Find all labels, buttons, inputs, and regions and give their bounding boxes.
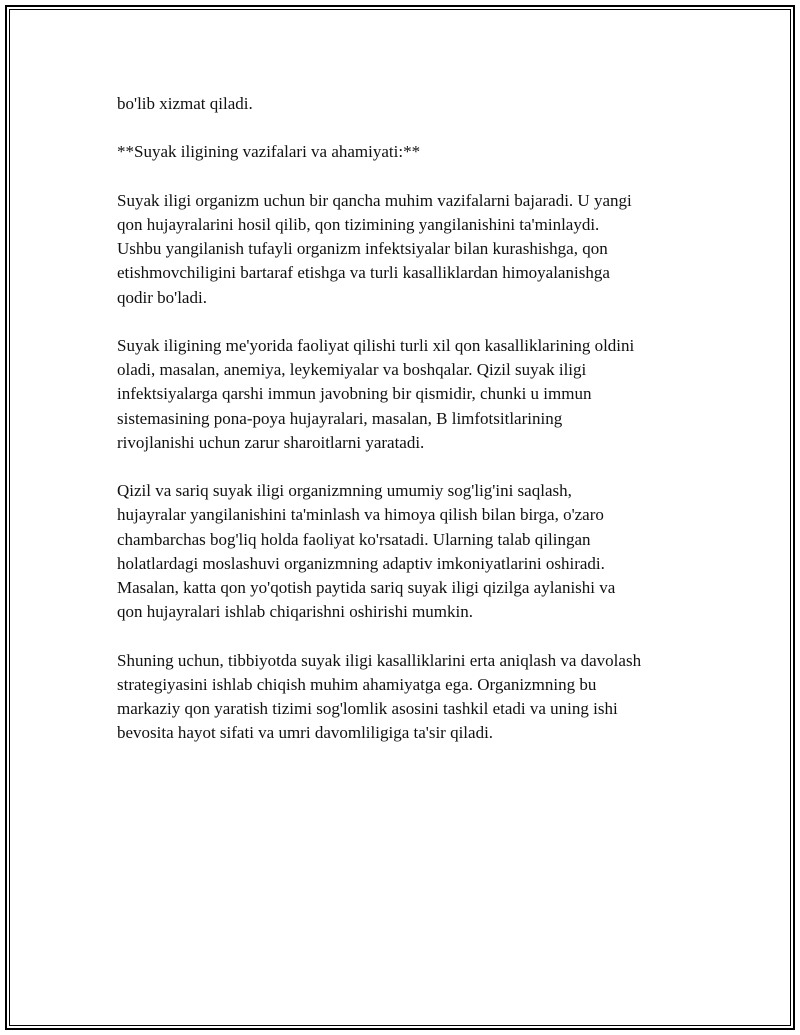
paragraph-functions: Suyak iligi organizm uchun bir qancha muhim vazifalarni bajaradi. U yangi qon hujayralarini hosil qilib, qon tizimining yangilanishini ta'minlaydi. Ushbu yangilanish tufayli organizm infektsiyalar bilan kurashishga, qon etishmovchiligini bartaraf etishga va turli kasalliklardan himoyalanishga qodir bo'ladi. (117, 190, 632, 307)
section-heading: **Suyak iligining vazifalari va ahamiyati:** (117, 142, 421, 162)
paragraph-red-yellow-marrow: Qizil va sariq suyak iligi organizmning umumiy sog'lig'ini saqlash, hujayralar yangilanishini ta'minlash va himoya qilish bilan birga, o'zaro chambarchas bog'liq holda faoliyat ko'rsatadi. Ularning talab qilingan holatlardagi moslashuvi organizmning adaptiv imkoniyatlarini oshiradi. Masalan, katta qon yo'qotish paytida sariq suyak iligi qizilga aylanishi va qon hujayralari ishlab chiqarishni oshirishi mumkin. (117, 481, 616, 622)
paragraph-conclusion: Shuning uchun, tibbiyotda suyak iligi kasalliklarini erta aniqlash va davolash strategiyasini ishlab chiqish muhim ahamiyatga ega. Organizmning bu markaziy qon yaratish tizimi sog'lomlik asosini tashkil etadi va uning ishi bevosita hayot sifati va umri davomliligiga ta'sir qiladi. (117, 650, 642, 743)
paragraph-continuation: bo'lib xizmat qiladi. (117, 94, 253, 113)
paragraph-diseases: Suyak iligining me'yorida faoliyat qilishi turli xil qon kasalliklarining oldini oladi, masalan, anemiya, leykemiyalar va boshqalar. Qizil suyak iligi infektsiyalarga qarshi immun javobning bir qismidir, chunki u immun sistemasining pona-poya hujayralari, masalan, B limfotsitlarining rivojlanishi uchun zarur sharoitlarni yaratadi. (117, 335, 635, 452)
document-body (117, 92, 697, 770)
